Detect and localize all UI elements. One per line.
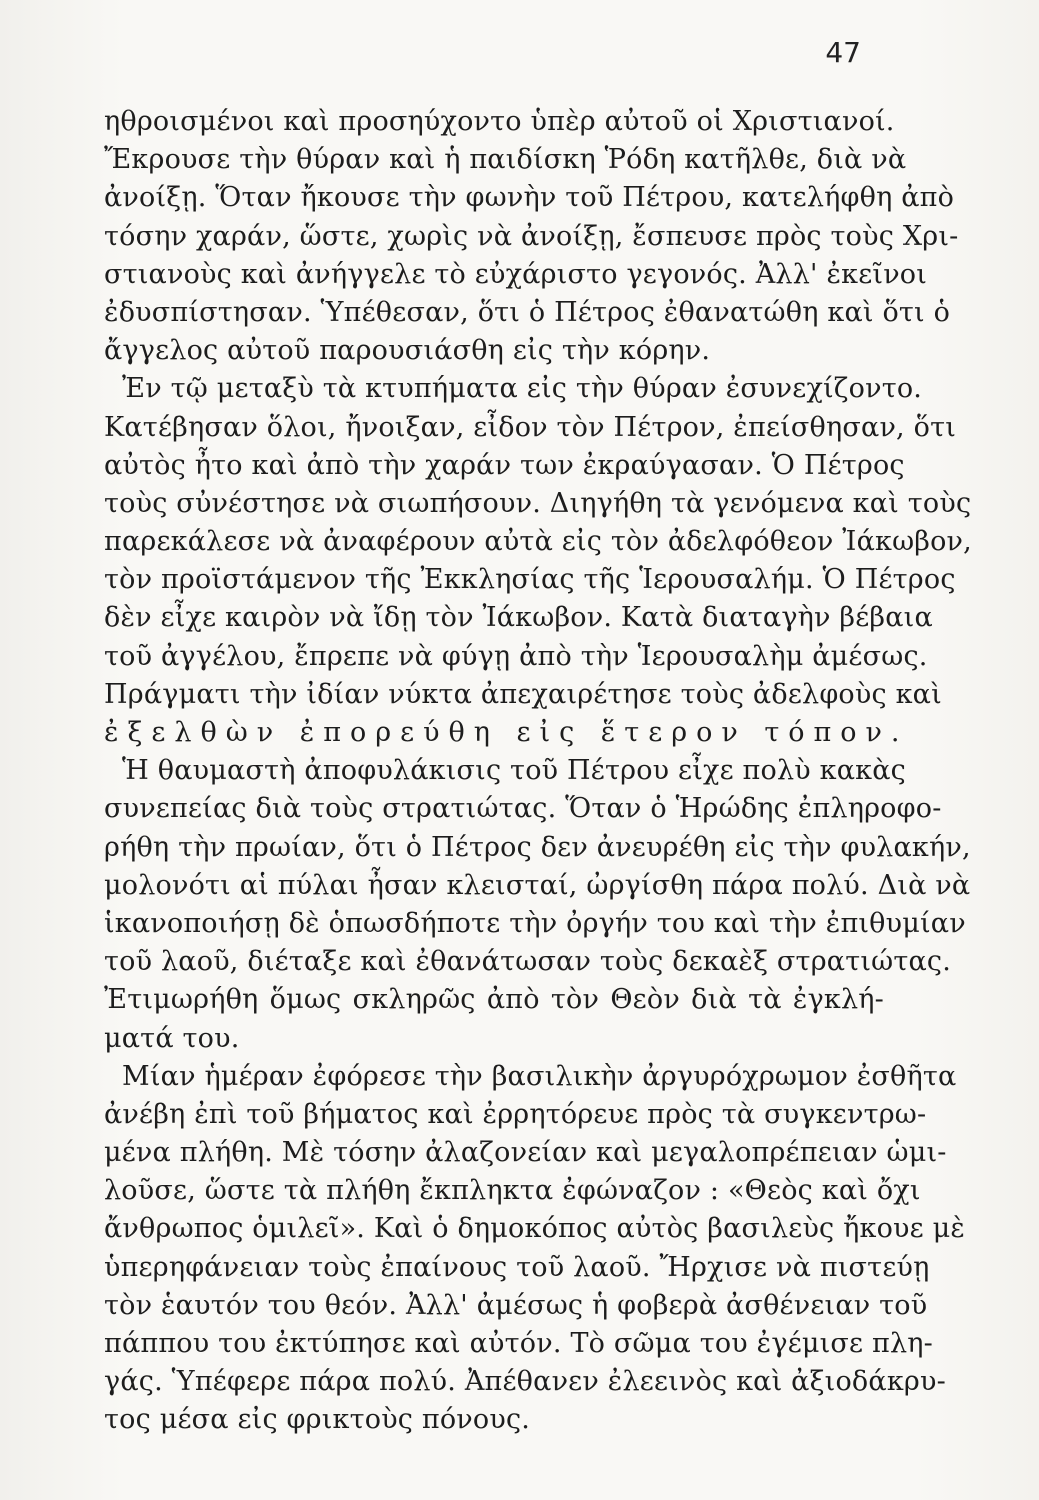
text-line: αὐτὸς ἦτο καὶ ἀπὸ τὴν χαράν των ἐκραύγασαν. Ὁ Πέτρος [104,449,905,481]
text-line: ἀνοίξῃ. Ὅταν ἤκουσε τὴν φωνὴν τοῦ Πέτρου, κατελήφθη ἀπὸ [104,182,955,214]
text-line: ἐξελθὼν ἐπορεύθη εἰς ἕτερον τόπον. [104,717,909,748]
text-line: ἄγγελος αὐτοῦ παρουσιάσθη εἰς τὴν κόρην. [104,335,711,367]
text-line: Πράγματι τὴν ἰδίαν νύκτα ἀπεχαιρέτησε τοὺς ἀδελφοὺς καὶ [104,678,942,710]
text-line: λοῦσε, ὥστε τὰ πλήθη ἔκπληκτα ἐφώναζον : «Θεὸς καὶ ὄχι [104,1175,921,1207]
text-line: τὸν προϊστάμενον τῆς Ἐκκλησίας τῆς Ἱερουσαλήμ. Ὁ Πέτρος [104,564,956,596]
text-line: τοῦ ἀγγέλου, ἔπρεπε νὰ φύγῃ ἀπὸ τὴν Ἱερουσαλὴμ ἀμέσως. [104,640,928,672]
text-line: τοῦ λαοῦ, διέταξε καὶ ἐθανάτωσαν τοὺς δεκαὲξ στρατιώτας. [104,946,952,978]
text-line: ἄνθρωπος ὁμιλεῖ». Καὶ ὁ δημοκόπος αὐτὸς βασιλεὺς ἤκουε μὲ [104,1213,966,1245]
text-line: δὲν εἶχε καιρὸν νὰ ἴδῃ τὸν Ἰάκωβον. Κατὰ διαταγὴν βέβαια [104,602,933,634]
text-line: ἱκανοποιήσῃ δὲ ὁπωσδήποτε τὴν ὀργήν του καὶ τὴν ἐπιθυμίαν [104,907,966,939]
text-line: ηθροισμένοι καὶ προσηύχοντο ὑπὲρ αὐτοῦ οἱ Χριστιανοί. [104,106,895,137]
text-line: πάππου του ἐκτύπησε καὶ αὐτόν. Τὸ σῶμα του ἐγέμισε πλη- [104,1328,933,1359]
text-line: ρήθη τὴν πρωίαν, ὅτι ὁ Πέτρος δεν ἀνευρέθη εἰς τὴν φυλακήν, [104,831,971,863]
text-line: ὑπερηφάνειαν τοὺς ἐπαίνους τοῦ λαοῦ. Ἤρχισε νὰ πιστεύῃ [104,1251,930,1283]
body-text [104,103,972,1440]
text-line: τοὺς σὐνέστησε νὰ σιωπήσουν. Διηγήθη τὰ γενόμενα καὶ τοὺς [104,487,972,519]
text-line: τὸν ἑαυτόν του θεόν. Ἀλλ' ἀμέσως ἡ φοβερὰ ἀσθένειαν τοῦ [104,1289,928,1321]
text-line: γάς. Ὑπέφερε πάρα πολύ. Ἀπέθανεν ἐλεεινὸς καὶ ἀξιοδάκρυ- [104,1366,946,1398]
text-line: ἐδυσπίστησαν. Ὑπέθεσαν, ὅτι ὁ Πέτρος ἐθανατώθη καὶ ὅτι ὁ [104,296,951,328]
text-line: ματά του. [104,1022,240,1054]
text-line: τόσην χαράν, ὥστε, χωρὶς νὰ ἀνοίξῃ, ἔσπευσε πρὸς τοὺς Χρι- [104,220,959,252]
text-line: μολονότι αἱ πύλαι ἦσαν κλεισταί, ὠργίσθη πάρα πολύ. Διὰ νὰ [104,869,971,901]
text-line: μένα πλήθη. Μὲ τόσην ἀλαζονείαν καὶ μεγαλοπρέπειαν ὡμι- [104,1137,947,1169]
text-line: παρεκάλεσε νὰ ἀναφέρουν αὐτὰ εἰς τὸν ἀδελφόθεον Ἰάκωβον, [104,526,972,558]
text-line: Ἐτιμωρήθη ὅμως σκληρῶς ἀπὸ τὸν Θεὸν διὰ τὰ ἐγκλή- [104,984,884,1016]
text-line: Ἐν τῷ μεταξὺ τὰ κτυπήματα εἰς τὴν θύραν ἐσυνεχίζοντο. [122,373,923,405]
text-line: Ἡ θαυμαστὴ ἀποφυλάκισις τοῦ Πέτρου εἶχε πολὺ κακὰς [122,755,906,787]
page-number: 47 [825,36,861,69]
text-line: Ἔκρουσε τὴν θύραν καὶ ἡ παιδίσκη Ῥόδη κατῆλθε, διὰ νὰ [104,144,907,176]
text-line: στιανοὺς καὶ ἀνήγγελε τὸ εὐχάριστο γεγονός. Ἀλλ' ἐκεῖνοι [104,258,928,290]
text-line: τος μέσα εἰς φρικτοὺς πόνους. [104,1404,531,1436]
text-line: Κατέβησαν ὅλοι, ἤνοιξαν, εἶδον τὸν Πέτρον, ἐπείσθησαν, ὅτι [104,411,957,443]
text-line: συνεπείας διὰ τοὺς στρατιώτας. Ὅταν ὁ Ἡρώδης ἐπληροφο- [104,793,942,825]
text-line: Μίαν ἡμέραν ἐφόρεσε τὴν βασιλικὴν ἀργυρόχρωμον ἐσθῆτα [122,1060,957,1092]
text-line: ἀνέβη ἐπὶ τοῦ βήματος καὶ ἐρρητόρευε πρὸς τὰ συγκεντρω- [104,1098,927,1130]
